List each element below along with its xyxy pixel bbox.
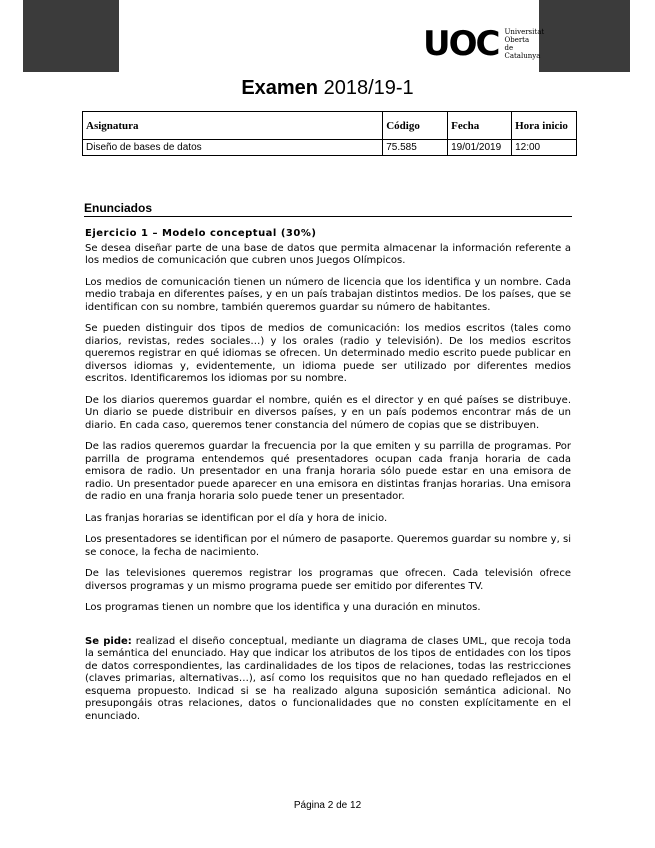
title-bold: Examen	[241, 77, 319, 99]
paragraph: Los presentadores se identifican por el número de pasaporte. Queremos guardar su nombre y, si se conoce, la fecha de nacimiento.	[85, 534, 571, 558]
header-codigo: Código	[383, 112, 448, 140]
paragraph: Los programas tienen un nombre que los identifica y una duración en minutos.	[85, 602, 481, 613]
request-text: realizad el diseño conceptual, mediante un diagrama de clases UML, que recoja toda la semántica del enunciado. Hay que indicar los atributos de los tipos de entidades con los tipos de datos correspondientes, las cardinalidades de los tipos de relaciones, todas las restricciones (claves primarias, alternativas…), así como los requisitos que no han quedado reflejados en el esquema propuesto. Indicad si se ha realizado alguna suposición semántica adicional. No presupongáis otras relaciones, datos o funcionalidades que no consten explícitamente en el enunciado.	[85, 635, 571, 722]
paragraph: Los medios de comunicación tienen un número de licencia que los identifica y un nombre. Cada medio trabaja en diferentes países, y en un país trabajan distintos medios. De los países, que se identifican con su nombre, también queremos guardar su número de habitantes.	[85, 276, 571, 313]
paragraph: Las franjas horarias se identifican por el día y hora de inicio.	[85, 512, 388, 524]
header-hora-inicio: Hora inicio	[512, 112, 577, 140]
uoc-logo	[423, 22, 545, 66]
logo-line: de Catalunya	[504, 44, 541, 60]
cell-hora: 12:00	[512, 140, 577, 156]
paragraph: Se pueden distinguir dos tipos de medios de comunicación: los medios escritos (tales como diarios, revistas, redes sociales…) y los orales (radio y televisión). De los medios escritos queremos registrar en qué idiomas se ofrecen. Un determinado medio escrito puede publicar en diversos idiomas y, evidentemente, un idioma puede ser utilizado por diferentes medios escritos. Identificaremos los idiomas por su nombre.	[85, 323, 571, 384]
paragraph: De los diarios queremos guardar el nombre, quién es el director y en qué países se distribuye. Un diario se puede distribuir en diversos países, y en un país podemos encontrar más de un diario. En cada caso, queremos tener constancia del número de copias que se distribuyen.	[85, 394, 571, 431]
logo-line: Universitat	[504, 28, 545, 36]
logo-line: Oberta	[504, 36, 530, 44]
header-corner-right	[539, 0, 630, 72]
cell-codigo: 75.585	[383, 140, 448, 156]
request-paragraph	[85, 636, 571, 724]
header-fecha: Fecha	[448, 112, 512, 140]
exercise-title: Ejercicio 1 – Modelo conceptual (30%)	[85, 228, 317, 239]
header-corner-left	[23, 0, 119, 72]
section-heading: Enunciados	[84, 201, 572, 217]
logo-text	[504, 28, 544, 60]
table-header-row	[83, 112, 577, 140]
exam-info-table	[82, 111, 577, 156]
page-title	[0, 77, 655, 100]
title-year: 2018/19-1	[323, 77, 414, 99]
paragraph: De las televisiones queremos registrar los programas que ofrecen. Cada televisión ofrece diversos programas y un mismo programa puede ser emitido por diferentes TV.	[85, 568, 571, 592]
paragraph: Se desea diseñar parte de una base de datos que permita almacenar la información referente a los medios de comunicación que cubren unos Juegos Olímpicos.	[85, 242, 571, 266]
request-label: Se pide:	[85, 635, 132, 647]
paragraph: De las radios queremos guardar la frecuencia por la que emiten y su parrilla de programas. Por parrilla de programa entendemos qué presentadores ocupan cada franja horaria de cada emisora de radio. Un presentador en una franja horaria sólo puede estar en una emisora de radio. Un presentador puede aparecer en una emisora en distintas franjas horarias. Una emisora de radio en una franja horaria solo puede tener un presentador.	[85, 441, 571, 502]
cell-asignatura: Diseño de bases de datos	[83, 140, 383, 156]
logo-mark: UOC	[423, 24, 499, 64]
page-footer: Página 2 de 12	[293, 800, 362, 811]
cell-fecha: 19/01/2019	[448, 140, 512, 156]
header-asignatura: Asignatura	[83, 112, 383, 140]
exercise-body	[85, 228, 571, 732]
table-row	[83, 140, 577, 156]
